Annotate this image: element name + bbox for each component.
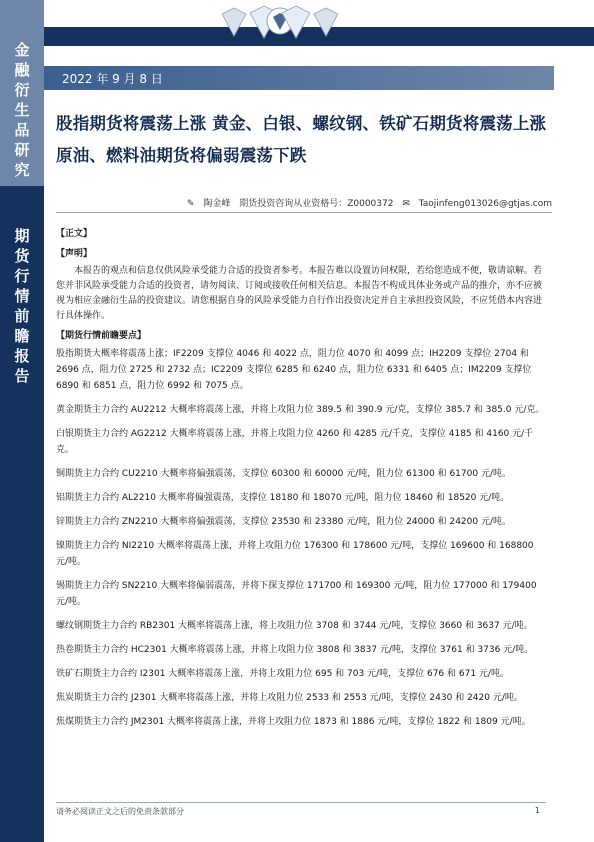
outlook-item: 螺纹钢期货主力合约 RB2301 大概率将震荡上涨，将上攻阻力位 3708 和 3744 元/吨，支撑位 3660 和 3637 元/吨。 <box>56 621 533 631</box>
footer-divider <box>56 802 546 803</box>
outlook-item: 焦煤期货主力合约 JM2301 大概率将震荡上涨，并将上攻阻力位 1873 和 1886 元/吨，支撑位 1822 和 1809 元/吨。 <box>56 717 531 727</box>
diamond-logo-icon <box>218 4 342 42</box>
outlook-item: 镍期货主力合约 NI2210 大概率将震荡上涨，并将上攻阻力位 176300 和 178600 元/吨，支撑位 169600 和 168800 元/吨。 <box>56 541 534 567</box>
page-number: 1 <box>534 806 540 815</box>
author-name: 陶金峰 <box>203 199 231 209</box>
sidebar-report-type-label: 期货行情前瞻报告 <box>14 227 30 385</box>
outlook-item: 黄金期货主力合约 AU2212 大概率将震荡上涨，并将上攻阻力位 389.5 和 390.9 元/克，支撑位 385.7 和 385.0 元/克。 <box>56 405 545 415</box>
section-heading-statement: 【声明】 <box>56 249 93 259</box>
date-bar <box>44 66 554 90</box>
author-qualification: 期货投资咨询从业资格号：Z0000372 <box>239 199 394 209</box>
section-heading-main: 【正文】 <box>56 229 93 239</box>
outlook-item: 焦炭期货主力合约 J2301 大概率将震荡上涨，并将上攻阻力位 2533 和 2553 元/吨，支撑位 2430 和 2420 元/吨。 <box>56 693 523 703</box>
outlook-item: 白银期货主力合约 AG2212 大概率将震荡上涨，并将上攻阻力位 4260 和 4285 元/千克，支撑位 4185 和 4160 元/千克。 <box>56 429 534 455</box>
footer-disclaimer: 请务必阅读正文之后的免责条款部分 <box>56 807 184 816</box>
statement-paragraph: 本报告的观点和信息仅供风险承受能力合适的投资者参考。本报告难以设置访问权限，若给您造成不便，敬请谅解。若您并非风险承受能力合适的投资者，请勿阅读、订阅或接收任何相关信息。本报告不构成具体业务或产品的推介，亦不应被视为相应金融衍生品的投资建议。请您根据自身的风险承受能力自行作出投资决定并自主承担投资风险，不应凭借本内容进行具体操作。 <box>56 266 543 321</box>
outlook-item: 铜期货主力合约 CU2210 大概率将偏强震荡，支撑位 60300 和 60000 元/吨，阻力位 61300 和 61700 元/吨。 <box>56 469 511 479</box>
report-title: 股指期货将震荡上涨 黄金、白银、螺纹钢、铁矿石期货将震荡上涨 原油、燃料油期货将偏弱震荡下跌 <box>56 114 547 165</box>
header-divider <box>56 212 552 213</box>
outlook-item: 热卷期货主力合约 HC2301 大概率将震荡上涨，并将上攻阻力位 3808 和 3837 元/吨，支撑位 3761 和 3736 元/吨。 <box>56 645 534 655</box>
section-heading-outlook: 【期货行情前瞻要点】 <box>56 331 147 341</box>
pen-icon: ✎ <box>186 199 195 209</box>
report-body <box>56 222 546 738</box>
author-line <box>181 196 552 209</box>
sidebar <box>0 0 44 842</box>
sidebar-category-label: 金融衍生品研究 <box>14 41 30 179</box>
page-footer <box>56 806 546 820</box>
outlook-item: 股指期货大概率将震荡上涨；IF2209 支撑位 4046 和 4022 点，阻力位 4070 和 4099 点；IH2209 支撑位 2704 和 2696 点，阻力位 2725 和 2732 点；IC2209 支撑位 6285 和 6240 点，阻力位 6331 和 6405 点；IM2209 支撑位 6890 和 6851 点，阻力位 6992 和 7075 点。 <box>56 349 532 391</box>
author-email[interactable]: Taojinfeng013026@gtjas.com <box>418 199 552 209</box>
report-date: 2022 年 9 月 8 日 <box>62 72 163 86</box>
outlook-item: 铁矿石期货主力合约 I2301 大概率将震荡上涨，并将上攻阻力位 695 和 703 元/吨，支撑位 676 和 671 元/吨。 <box>56 669 509 679</box>
mail-icon: ✉ <box>402 199 410 209</box>
outlook-item: 铝期货主力合约 AL2210 大概率将偏强震荡，支撑位 18180 和 18070 元/吨，阻力位 18460 和 18520 元/吨。 <box>56 493 510 503</box>
outlook-item: 锡期货主力合约 SN2210 大概率将偏弱震荡，并将下探支撑位 171700 和 169300 元/吨，阻力位 177000 和 179400 元/吨。 <box>56 581 537 607</box>
outlook-item: 锌期货主力合约 ZN2210 大概率将偏强震荡，支撑位 23530 和 23380 元/吨，阻力位 24000 和 24200 元/吨。 <box>56 517 511 527</box>
